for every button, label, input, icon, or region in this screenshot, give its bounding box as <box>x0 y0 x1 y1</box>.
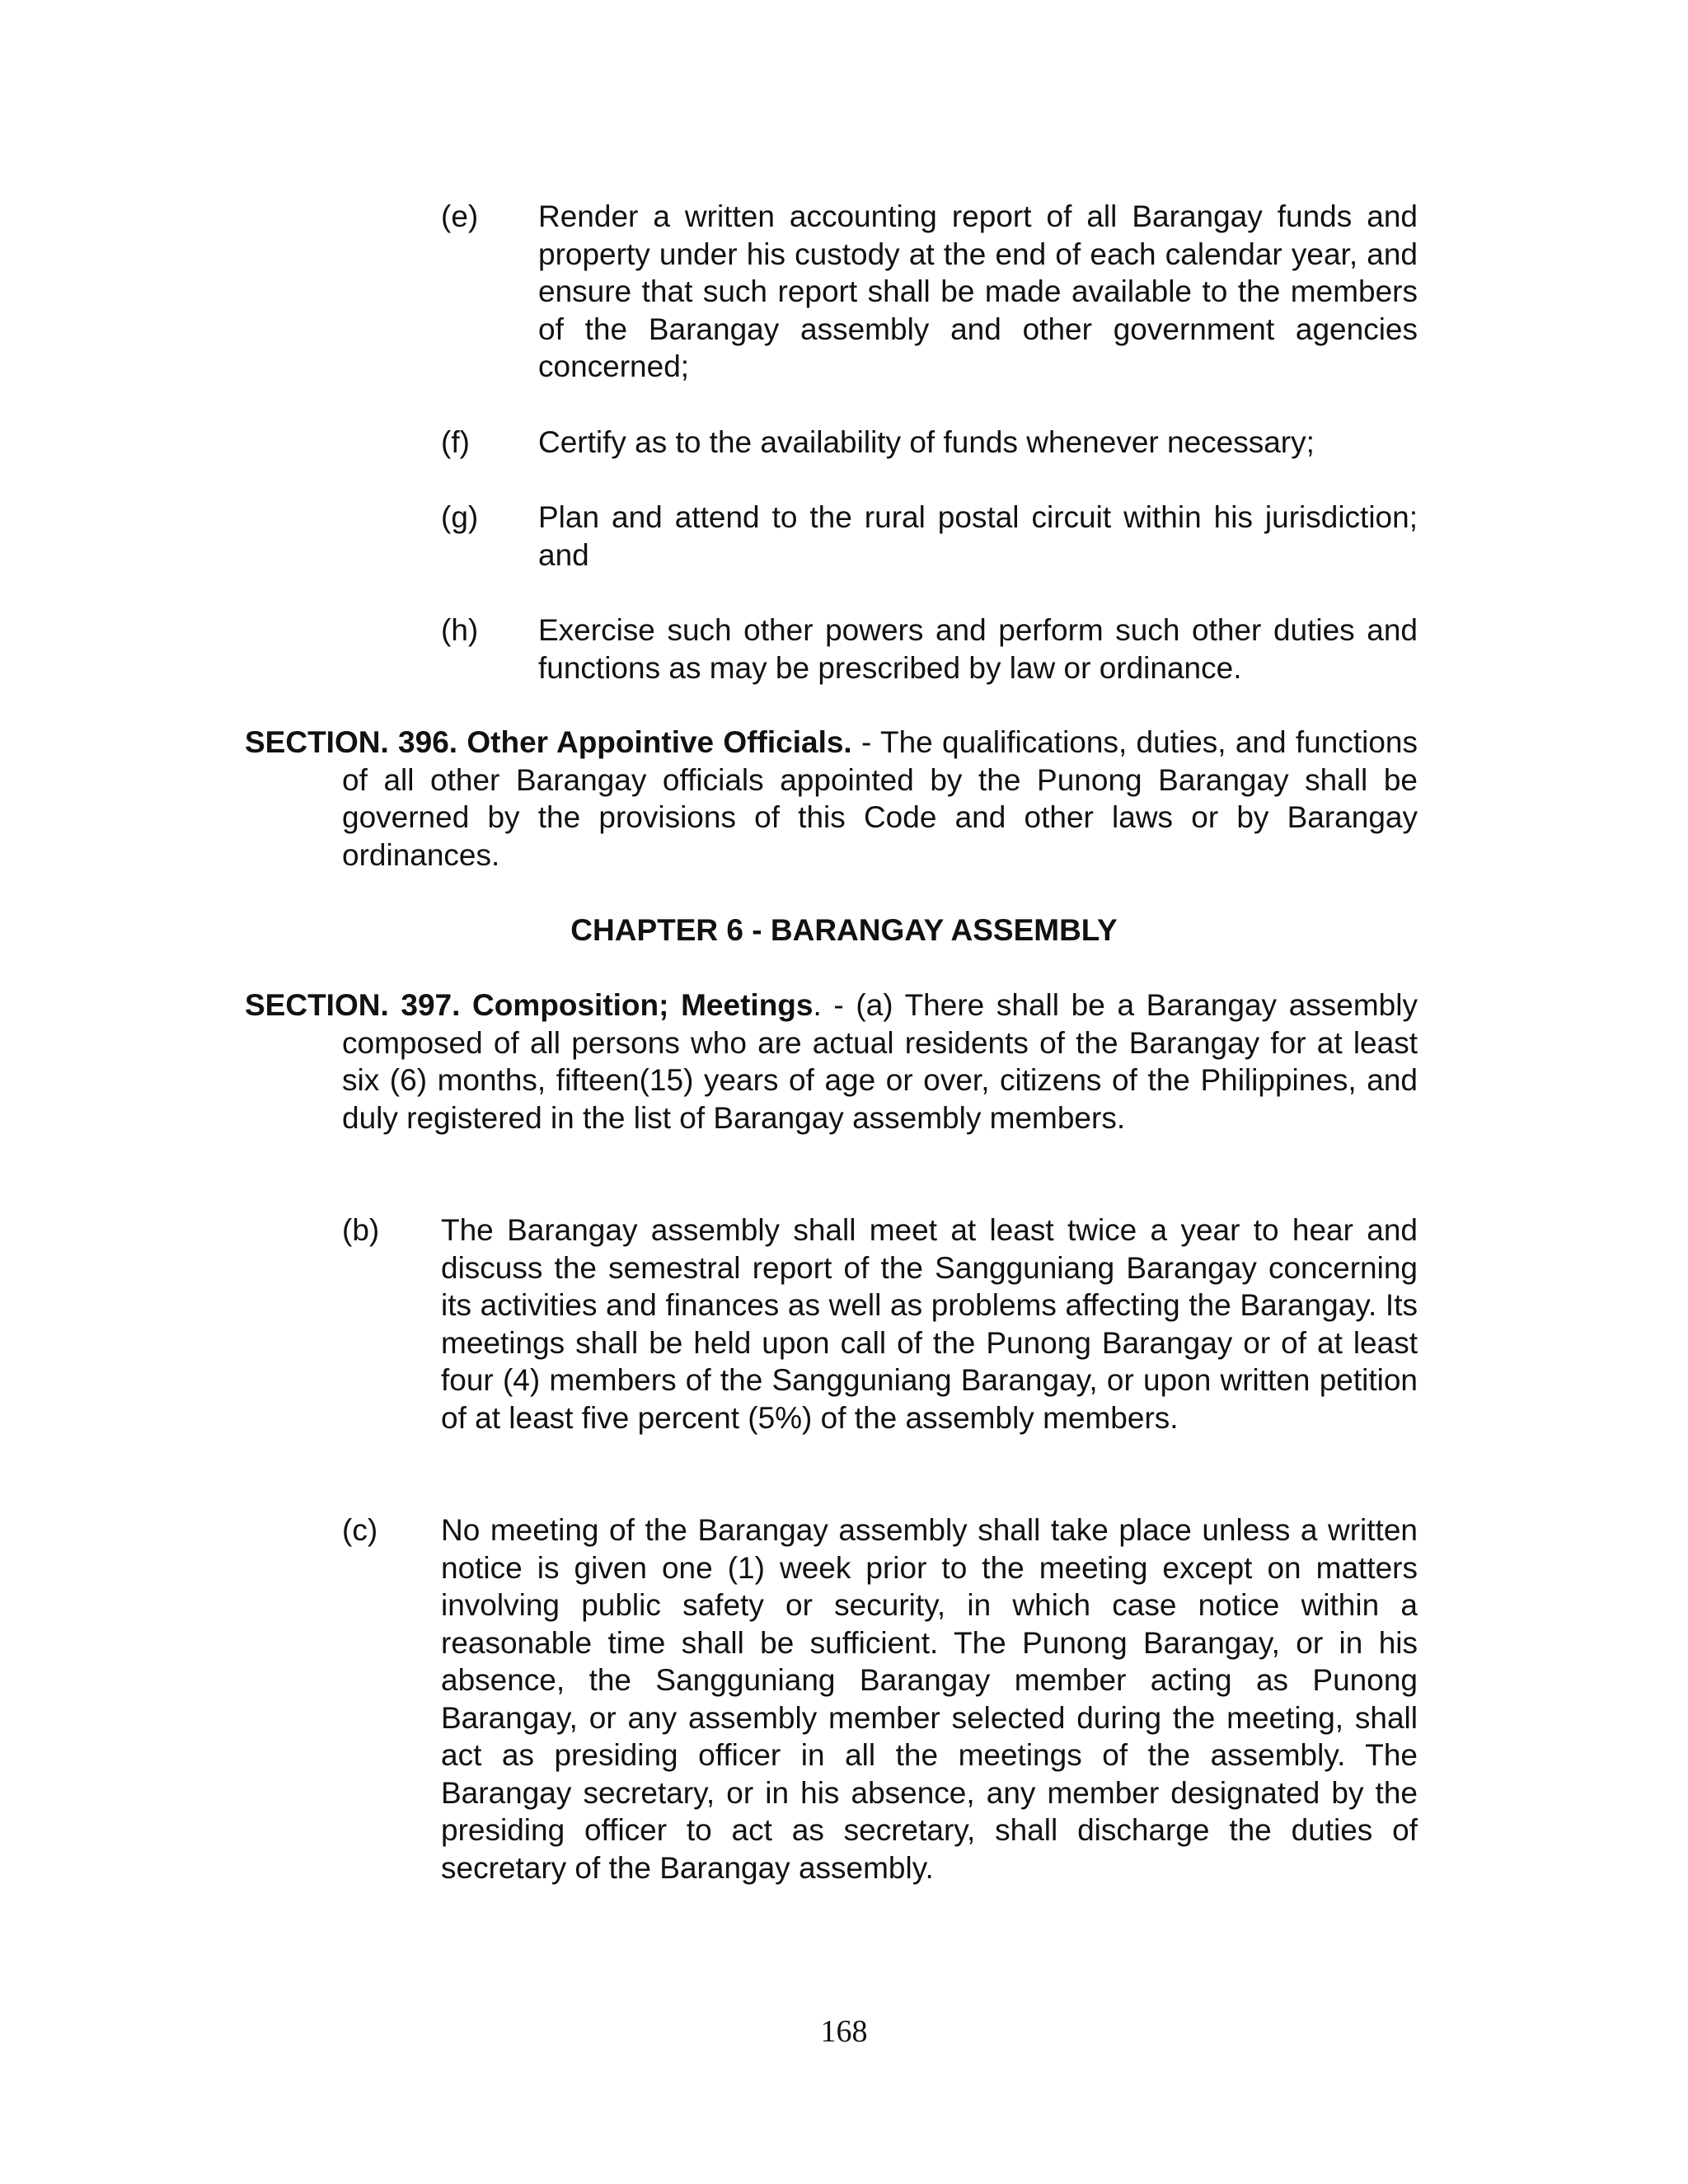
item-h-text: Exercise such other powers and perform such other duties and functions as may be prescribed by law or ordinance. <box>538 613 1418 685</box>
item-g-label: (g) <box>441 500 479 534</box>
item-e-label: (e) <box>441 199 479 233</box>
subitem-c-label: (c) <box>342 1513 378 1547</box>
item-f-text: Certify as to the availability of funds whenever necessary; <box>538 425 1315 459</box>
section-396-heading: SECTION. 396. Other Appointive Officials. <box>245 725 852 759</box>
subitem-c-text: No meeting of the Barangay assembly shall take place unless a written notice is given one (1) week prior to the meeting except on matters involving public safety or security, in which case notice within a reasonable time shall be sufficient. The Punong Barangay, or in his absence, the Sangguniang Barangay member acting as Punong Barangay, or any assembly member selected during the meeting, shall act as presiding officer in all the meetings of the assembly. The Barangay secretary, or in his absence, any member designated by the presiding officer to act as secretary, shall discharge the duties of secretary of the Barangay assembly. <box>441 1513 1418 1885</box>
item-h-label: (h) <box>441 613 479 647</box>
section-397 <box>245 987 1418 1137</box>
item-f-label: (f) <box>441 425 470 459</box>
item-e-text: Render a written accounting report of all Barangay funds and property under his custody at the end of each calendar year, and ensure that such report shall be made available to the members of the Barangay assembly and other government agencies concerned; <box>538 199 1418 383</box>
section-396 <box>245 724 1418 874</box>
section-397-text: . - (a) There shall be a Barangay assembly composed of all persons who are actual residents of the Barangay for at least six (6) months, fifteen(15) years of age or over, citizens of the Philippines, and duly registered in the list of Barangay assembly members. <box>342 988 1418 1135</box>
chapter-title: CHAPTER 6 - BARANGAY ASSEMBLY <box>570 913 1118 947</box>
item-g-text: Plan and attend to the rural postal circuit within his jurisdiction; and <box>538 500 1418 572</box>
page-number: 168 <box>820 2014 868 2049</box>
section-396-text: - The qualifications, duties, and functions of all other Barangay officials appointed by the Punong Barangay shall be governed by the provisions of this Code and other laws or by Barangay ordinances. <box>342 725 1418 872</box>
section-397-heading: SECTION. 397. Composition; Meetings <box>245 988 814 1022</box>
subitem-b-text: The Barangay assembly shall meet at least twice a year to hear and discuss the semestral report of the Sangguniang Barangay concerning its activities and finances as well as problems affecting the Barangay. Its meetings shall be held upon call of the Punong Barangay or of at least four (4) members of the Sangguniang Barangay, or upon written petition of at least five percent (5%) of the assembly members. <box>441 1213 1418 1435</box>
subitem-b-label: (b) <box>342 1213 380 1247</box>
